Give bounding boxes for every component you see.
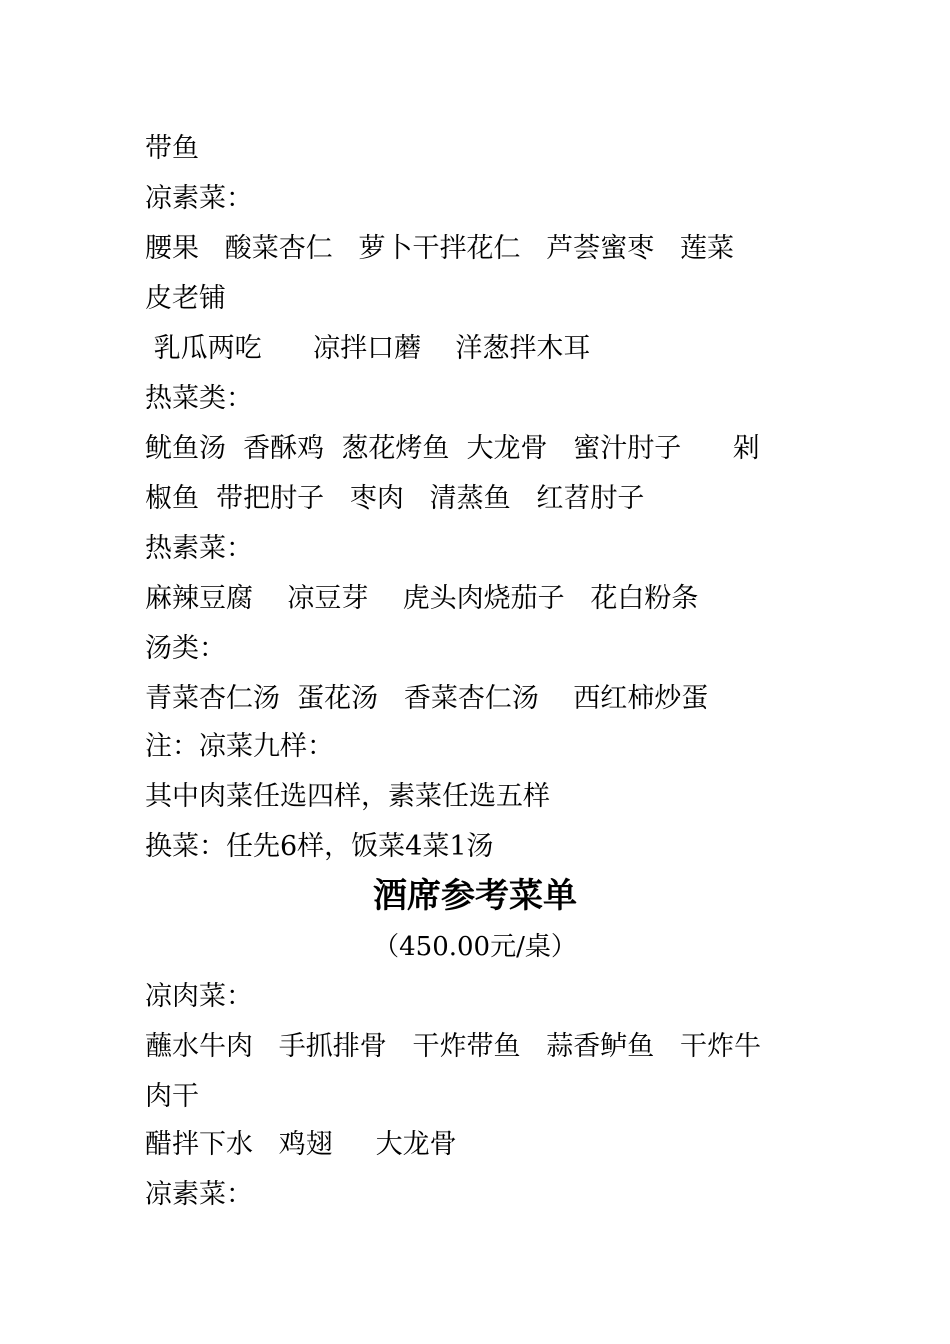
text-line-hot-dish-2: 椒鱼 带把肘子 枣肉 清蒸鱼 红苕肘子 <box>145 483 645 514</box>
text-line-cold-meat-3: 醋拌下水 鸡翅 大龙骨 <box>145 1129 457 1160</box>
text-line-cold-veg-3: 乳瓜两吃 凉拌口蘑 洋葱拌木耳 <box>145 333 591 364</box>
heading-cold-meat: 凉肉菜： <box>145 981 253 1012</box>
text-line-cold-meat-1: 蘸水牛肉 手抓排骨 干炸带鱼 蒜香鲈鱼 干炸牛 <box>145 1031 761 1062</box>
text-line-note-2: 其中肉菜任选四样，素菜任选五样 <box>145 781 550 812</box>
heading-hot-vegetable: 热素菜： <box>145 533 253 564</box>
text-line-hot-dish-1: 鱿鱼汤 香酥鸡 葱花烤鱼 大龙骨 蜜汁肘子 剁 <box>145 433 760 464</box>
text-line-note-3: 换菜：任先6样，饭菜4菜1汤 <box>145 831 494 862</box>
text-line-note-1: 注：凉菜九样： <box>145 731 334 762</box>
text-line-cold-veg-1: 腰果 酸菜杏仁 萝卜干拌花仁 芦荟蜜枣 莲菜 <box>145 233 734 264</box>
heading-soups: 汤类： <box>145 633 226 664</box>
heading-hot-dishes: 热菜类： <box>145 383 253 414</box>
text-line-daiyu: 带鱼 <box>145 133 199 164</box>
text-line-soup-1: 青菜杏仁汤 蛋花汤 香菜杏仁汤 西红柿炒蛋 <box>145 683 709 714</box>
heading-cold-vegetable-2: 凉素菜： <box>145 1179 253 1210</box>
menu-price: （450.00元/桌） <box>373 932 577 962</box>
text-line-hot-veg-1: 麻辣豆腐 凉豆芽 虎头肉烧茄子 花白粉条 <box>145 583 699 614</box>
menu-title: 酒席参考菜单 <box>373 876 577 916</box>
text-line-cold-veg-2: 皮老铺 <box>145 283 226 314</box>
text-line-cold-meat-2: 肉干 <box>145 1081 199 1112</box>
heading-cold-vegetable: 凉素菜： <box>145 183 253 214</box>
